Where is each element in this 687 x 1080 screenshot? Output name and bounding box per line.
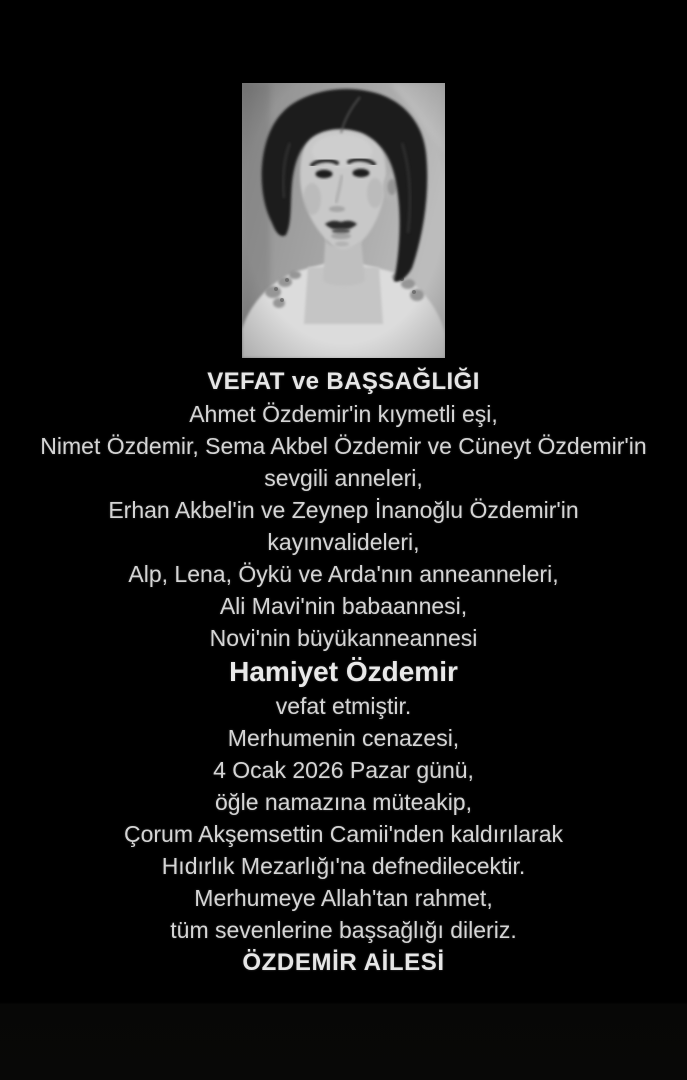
relation-line-grandmother: Alp, Lena, Öykü ve Arda'nın anneanneleri, [128,561,559,587]
funeral-time-line: öğle namazına müteakip, [215,789,472,815]
relation-line-paternal-grandmother: Ali Mavi'nin babaannesi, [219,593,468,619]
relation-line-mother: sevgili anneleri, [264,465,423,491]
funeral-mosque-line: Çorum Akşemsettin Camii'nden kaldırılarak [124,821,563,847]
relation-line-spouse: Ahmet Özdemir'in kıymetli eşi, [189,401,498,427]
relation-line-great-grandmother: Novi'nin büyükanneannesi [209,625,478,651]
portrait-photo-illustration [242,83,445,358]
announcement-text-block [0,365,687,979]
family-signature: ÖZDEMİR AİLESİ [242,949,445,976]
passing-statement: vefat etmiştir. [275,693,412,719]
announcement-title: VEFAT ve BAŞSAĞLIĞI [207,368,480,395]
deceased-name: Hamiyet Özdemir [229,656,458,687]
relation-line-mother-in-law: kayınvalideleri, [267,529,420,555]
funeral-intro-line: Merhumenin cenazesi, [227,725,460,751]
condolence-line-2: tüm sevenlerine başsağlığı dileriz. [170,917,517,943]
deceased-portrait-photo [242,83,445,358]
burial-cemetery-line: Hıdırlık Mezarlığı'na defnedilecektir. [161,853,526,879]
relation-line-children: Nimet Özdemir, Sema Akbel Özdemir ve Cüneyt Özdemir'in [40,433,647,459]
condolence-line-1: Merhumeye Allah'tan rahmet, [194,885,493,911]
funeral-date-line: 4 Ocak 2026 Pazar günü, [213,757,474,783]
relation-line-inlaws: Erhan Akbel'in ve Zeynep İnanoğlu Özdemir'in [108,497,579,523]
